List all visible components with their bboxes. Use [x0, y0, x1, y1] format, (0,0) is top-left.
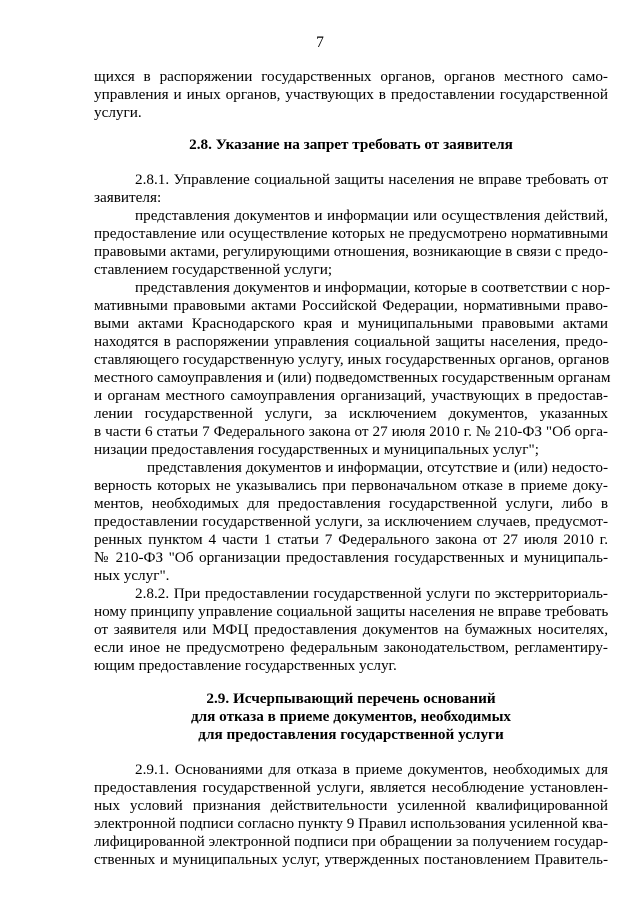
text-line: заявителя: [94, 189, 162, 206]
text-line: ставлением государственной услуги; [94, 261, 333, 278]
text-line: в части 6 статьи 7 Федерального закона от 27 июля 2010 г. № 210-ФЗ "Об орга- [94, 423, 608, 440]
text-line: низации предоставления государственных и муниципальных услуг"; [94, 441, 539, 458]
text-line: предоставления государственной услуги, является несоблюдение установлен- [94, 779, 608, 796]
text-line: выми актами Краснодарского края и муниципальными правовыми актами [94, 315, 608, 332]
text-line: лифицированной электронной подписи при обращении за получением государ- [94, 833, 609, 850]
text-line: щихся в распоряжении государственных органов, органов местного само- [94, 68, 608, 85]
text-line: ному принципу управление социальной защиты населения не вправе требовать [94, 603, 609, 620]
text-line: если иное не предусмотрено федеральным законодательством, регламентиру- [94, 639, 608, 656]
text-line: предоставлении государственной услуги, за исключением случаев, предусмот- [94, 513, 608, 530]
text-line: местного самоуправления и (или) подведомственных государственным органам [94, 369, 611, 386]
text-line: управления и иных органов, участвующих в предоставлении государственной [94, 86, 608, 103]
text-line: предоставление или осуществление которых не предусмотрено нормативными [94, 225, 608, 242]
text-line: 2.8.2. При предоставлении государственной услуги по экстерриториаль- [135, 585, 608, 602]
text-line: ных условий признания действительности усиленной квалифицированной [94, 797, 608, 814]
text-line: 2.9.1. Основаниями для отказа в приеме документов, необходимых для [135, 761, 608, 778]
section-heading-2-8: 2.8. Указание на запрет требовать от заявителя [189, 136, 513, 153]
text-line: услуги. [94, 104, 142, 121]
heading-line: для отказа в приеме документов, необходимых [190, 708, 512, 725]
text-line: ющим предоставление государственных услуг. [94, 657, 397, 674]
text-line: ментов, необходимых для предоставления государственной услуги, либо в [94, 495, 608, 512]
text-line: ренных пунктом 4 части 1 статьи 7 Федерального закона от 27 июля 2010 г. [94, 531, 608, 548]
text-line: представления документов и информации или осуществления действий, [135, 207, 608, 224]
text-line: 2.8.1. Управление социальной защиты населения не вправе требовать от [135, 171, 608, 188]
heading-line: для предоставления государственной услуги [198, 726, 504, 743]
text-line: ставляющего государственную услугу, иных государственных органов, органов [94, 351, 610, 368]
text-line: ных услуг". [94, 567, 170, 584]
text-line: представления документов и информации, отсутствие и (или) недосто- [147, 459, 608, 476]
text-line: находятся в распоряжении управления социальной защиты населения, предо- [94, 333, 608, 350]
text-line: правовыми актами, регулирующими отношения, возникающие в связи с предо- [94, 243, 609, 260]
text-line: № 210-ФЗ "Об организации предоставления государственных и муниципаль- [94, 549, 608, 566]
text-line: верность которых не указывались при первоначальном отказе в приеме доку- [94, 477, 608, 494]
heading-line: 2.9. Исчерпывающий перечень оснований [206, 690, 496, 707]
text-line: от заявителя или МФЦ предоставления документов на бумажных носителях, [94, 621, 608, 638]
text-line: представления документов и информации, которые в соответствии с нор- [135, 279, 611, 296]
text-line: и органам местного самоуправления организаций, участвующих в предостав- [94, 387, 608, 404]
text-line: электронной подписи согласно пункту 9 Правил использования усиленной ква- [94, 815, 608, 832]
page-number: 7 [316, 34, 324, 51]
text-line: мативными правовыми актами Российской Федерации, нормативными право- [94, 297, 608, 314]
text-line: ственных и муниципальных услуг, утвержденных постановлением Правитель- [94, 851, 608, 868]
text-line: лении государственной услуги, за исключением документов, указанных [94, 405, 608, 422]
